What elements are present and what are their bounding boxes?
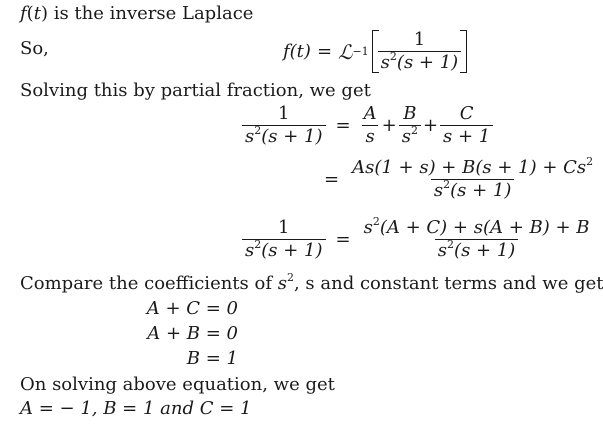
- intro-text: is the inverse Laplace: [47, 3, 254, 24]
- equals-sign: =: [316, 41, 333, 62]
- lhs-fraction-3: $\frac{1}{s^2(s + 1)}$: [242, 218, 326, 261]
- f-symbol: f: [20, 3, 27, 24]
- lhs-fraction-1: $\frac{1}{s^2(s + 1)}$: [242, 104, 326, 147]
- laplace-equation: f(t) = ℒ −1 $\frac{1}{s^2(s + 1)}$: [283, 30, 467, 73]
- equation-1: A + C = 0: [146, 298, 238, 319]
- combined-fraction: $\frac{As(1 + s) + B(s + 1) + Cs^2}{s^2(s + 1)}$: [352, 155, 594, 201]
- term-b: $\frac{B}{s^2}$: [399, 104, 421, 147]
- fraction-numerator: 1: [413, 29, 426, 50]
- laplace-lhs: f(t): [283, 41, 311, 62]
- laplace-bracket: [372, 30, 468, 73]
- partial-fraction-equation-2: = $\frac{As(1 + s) + B(s + 1) + Cs^2}{s^2(s + 1)}$: [316, 158, 598, 201]
- partial-fraction-equation-1: $\frac{1}{s^2(s + 1)}$ = $\frac{A}{s}$ + $\frac{B}{s^2}$ + $\frac{C}{s + 1}$: [240, 104, 495, 147]
- equation-3: B = 1: [186, 348, 238, 369]
- t-symbol: t: [33, 3, 41, 24]
- equation-system: [138, 296, 238, 371]
- laplace-fraction: [378, 30, 462, 73]
- so-label: So,: [20, 38, 49, 59]
- equation-2: A + B = 0: [147, 323, 238, 344]
- solve-line: On solving above equation, we get: [20, 374, 335, 395]
- laplace-operator: ℒ: [338, 39, 353, 64]
- partial-fraction-intro: Solving this by partial fraction, we get: [20, 80, 371, 101]
- result-line: A = − 1, B = 1 and C = 1: [20, 398, 252, 419]
- expanded-fraction: $\frac{s^2(A + C) + s(A + B) + B}{s^2(s + 1)}$: [363, 215, 590, 261]
- term-a: $\frac{A}{s}$: [363, 103, 377, 147]
- partial-fraction-equation-3: $\frac{1}{s^2(s + 1)}$ = $\frac{s^2(A + C) + s(A + B) + B}{s^2(s + 1)}$: [240, 218, 595, 261]
- compare-coefficients-line: Compare the coefficients of $s^2$, s and constant terms and we get: [20, 271, 603, 294]
- fraction-denominator: $s^2(s + 1)$: [378, 51, 462, 73]
- intro-line: f(t) is the inverse Laplace: [20, 3, 254, 24]
- term-c: $\frac{C}{s + 1}$: [440, 104, 493, 147]
